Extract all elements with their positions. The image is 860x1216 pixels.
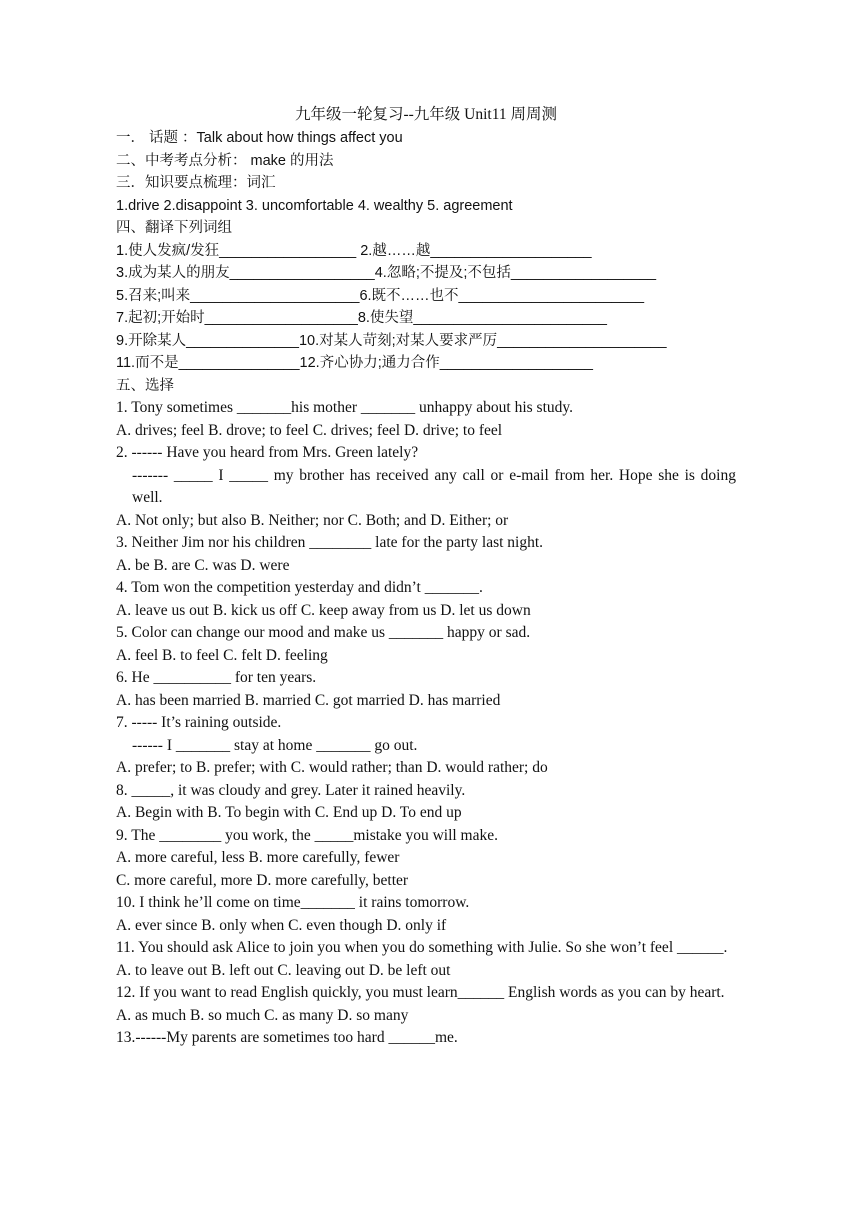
worksheet-line: 4. Tom won the competition yesterday and didn’t _______. — [116, 579, 483, 596]
worksheet-line: A. Not only; but also B. Neither; nor C. Both; and D. Either; or — [116, 511, 509, 529]
worksheet-line: 5.召来;叫来_____________________6.既不……也不_______________________ — [116, 287, 645, 304]
worksheet-line: 一． 话题 ：Talk about how things affect you — [116, 130, 403, 146]
worksheet-line: 1.drive 2.disappoint 3. uncomfortable 4. wealthy 5. agreement — [116, 197, 513, 214]
worksheet-line: 四、翻译下列词组 — [116, 220, 232, 236]
worksheet-line: A. be B. are C. was D. were — [116, 556, 290, 574]
worksheet-line: 1.使人发疯/发狂_________________ 2.越……越____________________ — [116, 242, 592, 259]
worksheet-line: 8. _____, it was cloudy and grey. Later it rained heavily. — [116, 781, 466, 799]
page-title: 九年级一轮复习--九年级 Unit11 周周测 — [294, 106, 558, 123]
worksheet-line: 13.------My parents are sometimes too hard ______me. — [116, 1029, 458, 1046]
worksheet-line: A. leave us out B. kick us off C. keep away from us D. let us down — [116, 601, 531, 619]
worksheet-line: A. prefer; to B. prefer; with C. would rather; than D. would rather; do — [116, 759, 548, 776]
worksheet-line: 11. You should ask Alice to join you when you do something with Julie. So she won’t feel ______. — [116, 939, 728, 956]
worksheet-body — [116, 127, 736, 1050]
worksheet-line: 10. I think he’ll come on time_______ it rains tomorrow. — [116, 894, 470, 911]
worksheet-line: 2. ------ Have you heard from Mrs. Green lately? — [116, 444, 419, 461]
worksheet-line: A. Begin with B. To begin with C. End up D. To end up — [116, 804, 462, 821]
worksheet-line: A. as much B. so much C. as many D. so many — [116, 1006, 409, 1024]
worksheet-line: 12. If you want to read English quickly, you must learn______ English words as you can by heart. — [116, 984, 725, 1001]
worksheet-line: A. ever since B. only when C. even though D. only if — [116, 916, 447, 934]
worksheet-line: A. feel B. to feel C. felt D. feeling — [116, 646, 328, 664]
worksheet-page — [116, 104, 736, 1050]
worksheet-line: 3.成为某人的朋友__________________4.忽略;不提及;不包括__________________ — [116, 265, 657, 281]
worksheet-line: 7.起初;开始时___________________8.使失望________________________ — [116, 310, 607, 326]
worksheet-line: 7. ----- It’s raining outside. — [116, 714, 282, 731]
worksheet-line: A. to leave out B. left out C. leaving out D. be left out — [116, 961, 451, 979]
worksheet-line: ------- _____ I _____ my brother has received any call or e-mail from her. Hope she is doing well. — [132, 466, 736, 506]
worksheet-line: 9.开除某人______________10.对某人苛刻;对某人要求严厉_____________________ — [116, 332, 667, 349]
worksheet-line: 3. Neither Jim nor his children ________ late for the party last night. — [116, 534, 544, 551]
worksheet-line: 1. Tony sometimes _______his mother _______ unhappy about his study. — [116, 399, 574, 416]
worksheet-line: A. has been married B. married C. got married D. has married — [116, 691, 501, 709]
worksheet-line: 9. The ________ you work, the _____mistake you will make. — [116, 826, 498, 844]
worksheet-line: 二、中考考点分析： make 的用法 — [116, 152, 334, 169]
worksheet-line: 5. Color can change our mood and make us _______ happy or sad. — [116, 624, 531, 641]
worksheet-line: 五、选择 — [116, 377, 174, 394]
worksheet-line: 三．知识要点梳理：词汇 — [116, 175, 276, 191]
worksheet-line: A. more careful, less B. more carefully, fewer — [116, 849, 400, 866]
worksheet-line: 6. He __________ for ten years. — [116, 669, 317, 686]
worksheet-line: 11.而不是_______________12.齐心协力;通力合作___________________ — [116, 355, 593, 371]
worksheet-line: ------ I _______ stay at home _______ go out. — [132, 736, 418, 754]
worksheet-line: A. drives; feel B. drove; to feel C. drives; feel D. drive; to feel — [116, 421, 503, 439]
worksheet-line: C. more careful, more D. more carefully, better — [116, 871, 409, 889]
